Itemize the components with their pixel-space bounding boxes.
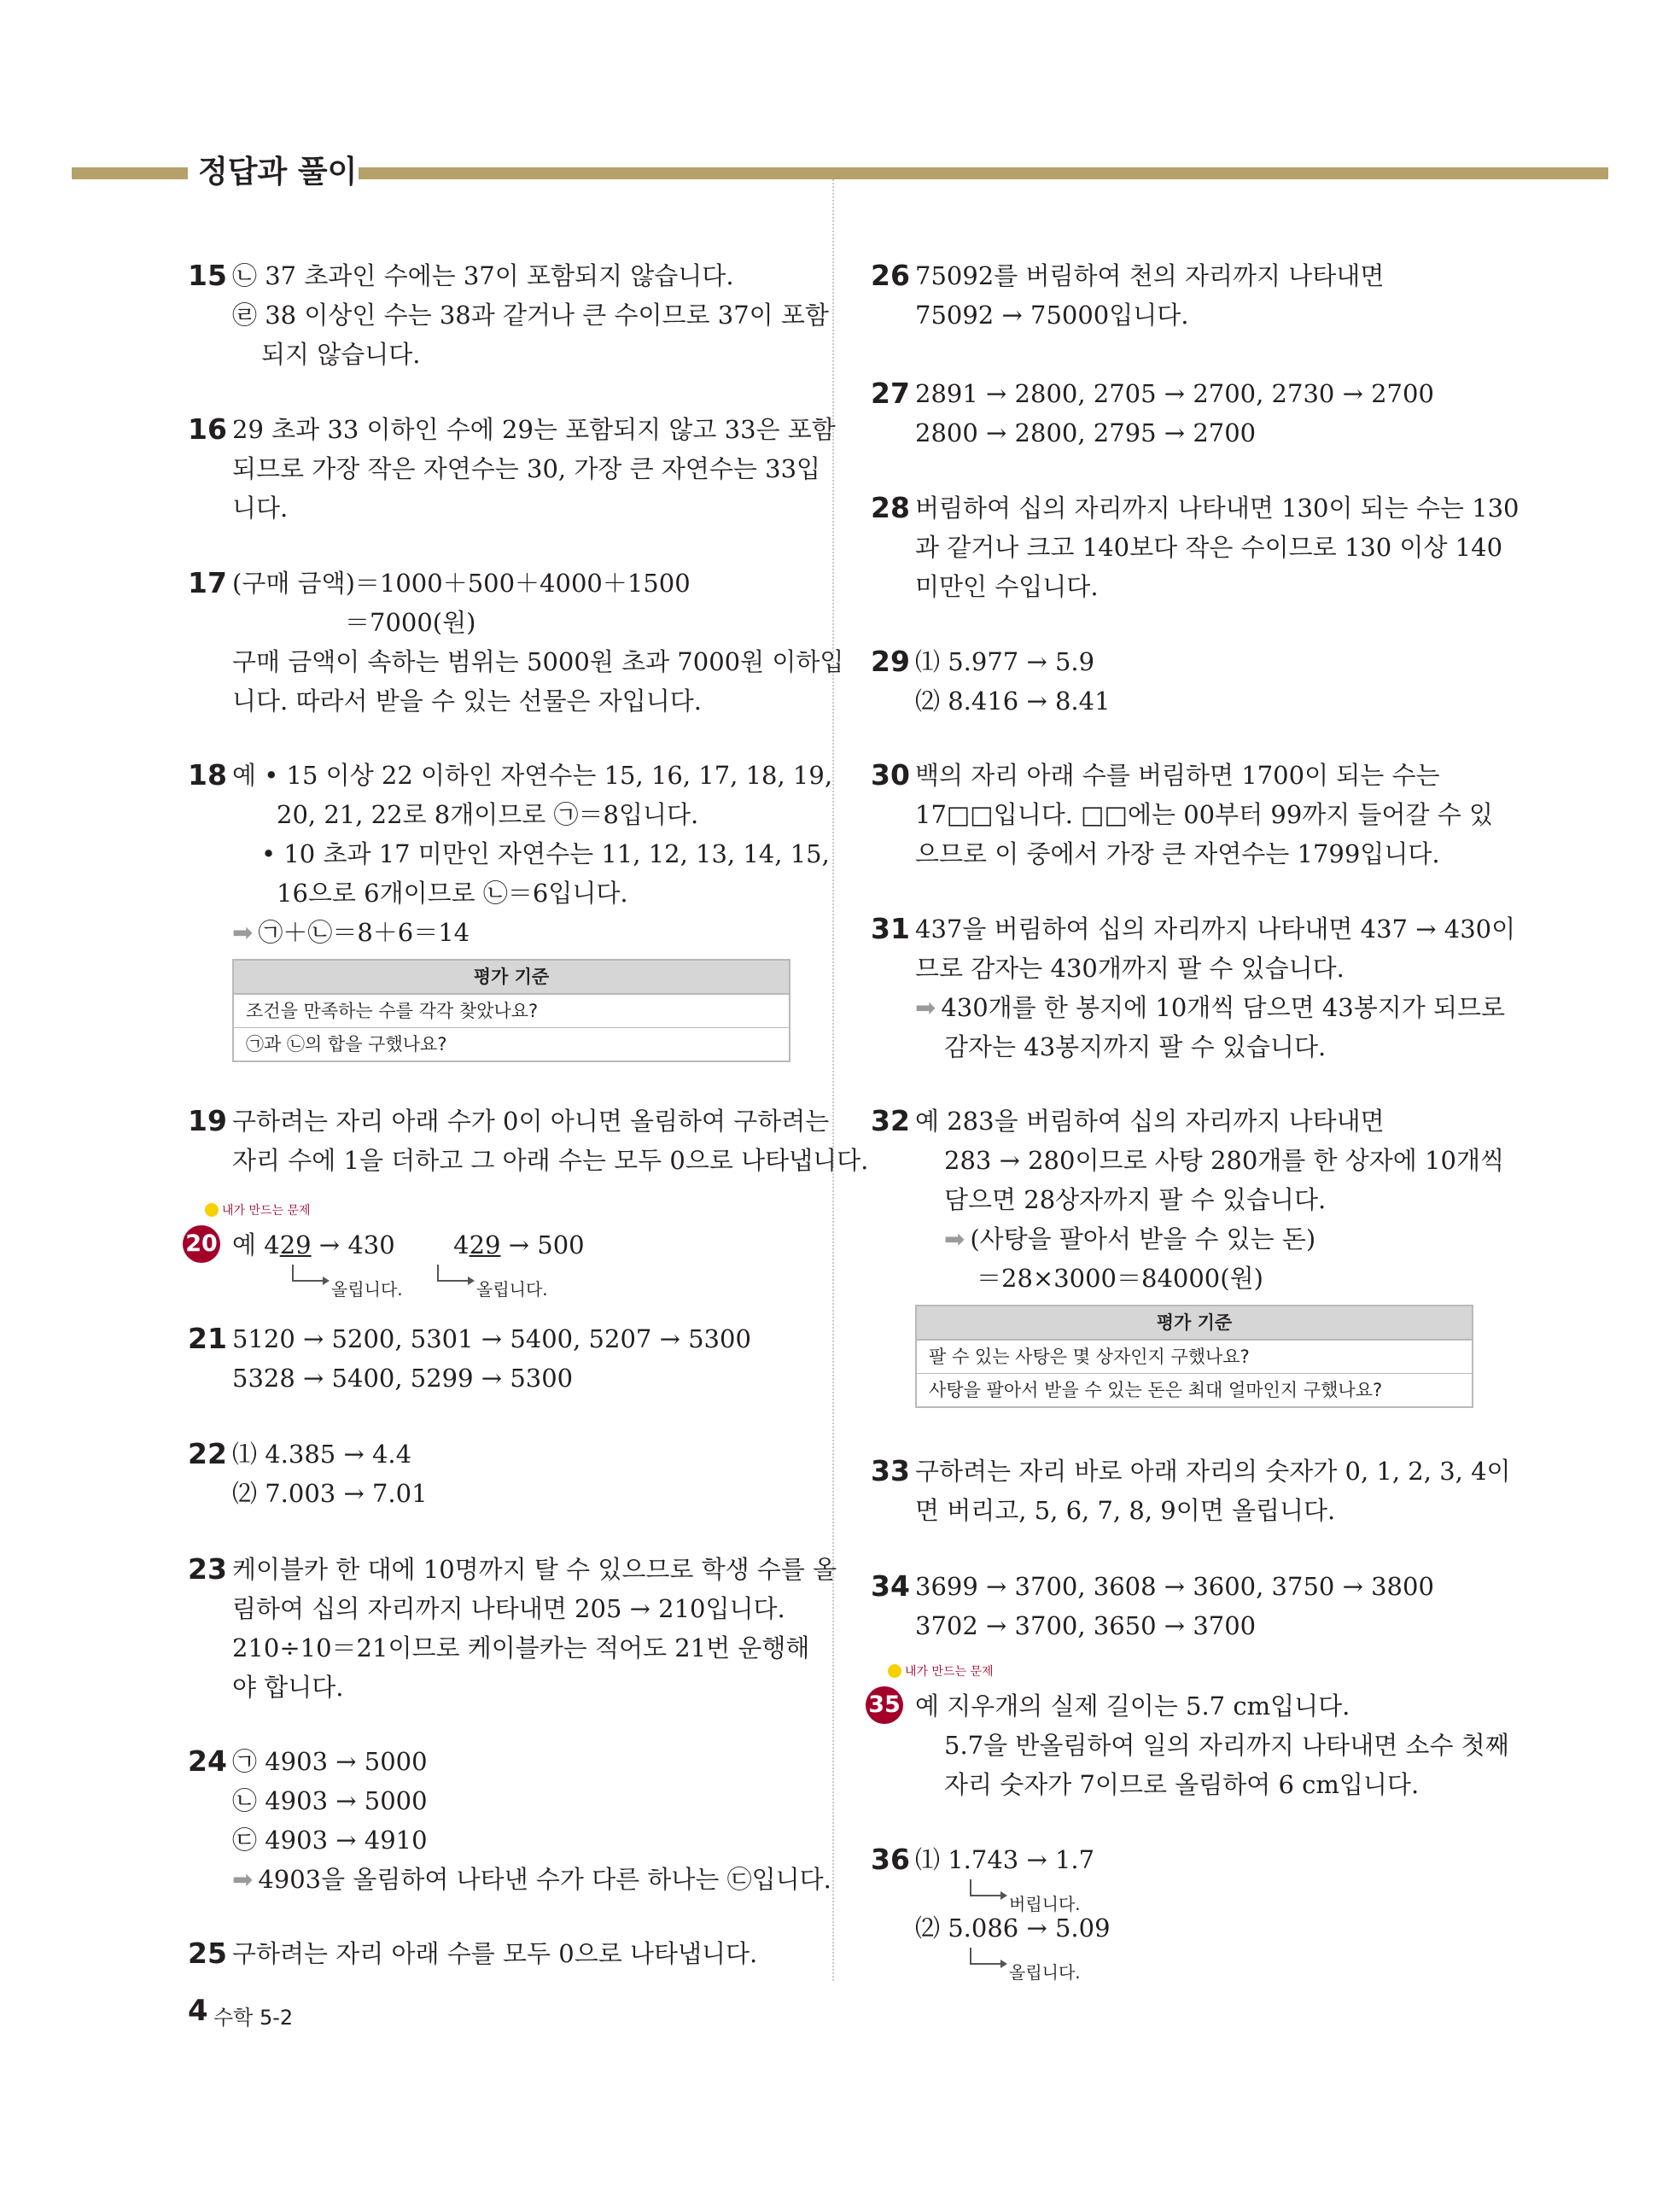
problem-number: 26	[871, 259, 910, 292]
problem-number: 22	[188, 1437, 227, 1470]
answer-line: 20, 21, 22로 8개이므로 ㉠＝8입니다.	[277, 800, 699, 829]
problem-20: 내가 만드는 문제 20 예 429 → 430 429 → 500 올립니다. 올립니다.	[188, 1225, 802, 1294]
answer-line: 2800 → 2800, 2795 → 2700	[915, 418, 1257, 447]
answer-line: 과 같거나 크고 140보다 작은 수이므로 130 이상 140	[915, 533, 1503, 562]
rubric-row: 조건을 만족하는 수를 각각 찾았나요?	[234, 995, 789, 1028]
problem-number: 18	[188, 758, 227, 792]
problem-number: 31	[871, 912, 910, 945]
problem-18	[188, 756, 833, 1062]
rounding-note: 버립니다.	[915, 1879, 1494, 1908]
problem-26	[871, 256, 1494, 335]
problem-36	[871, 1840, 1494, 1983]
answer-line: 210÷10＝21이므로 케이블카는 적어도 21번 운행해	[232, 1633, 810, 1662]
arrow-icon: ➡	[915, 993, 936, 1022]
answer-line: ⑴ 5.977 → 5.9	[915, 647, 1095, 676]
problem-32	[871, 1101, 1504, 1408]
answer-line: 5.7을 반올림하여 일의 자리까지 나타내면 소수 첫째	[944, 1731, 1509, 1760]
answer-line: 구매 금액이 속하는 범위는 5000원 초과 7000원 이하입	[232, 647, 844, 676]
answer-line: ⑴ 4.385 → 4.4	[232, 1440, 412, 1469]
answer-line: 케이블카 한 대에 10명까지 탈 수 있으므로 학생 수를 올	[232, 1555, 837, 1584]
answer-line: 3699 → 3700, 3608 → 3600, 3750 → 3800	[915, 1572, 1434, 1601]
problem-34	[871, 1567, 1494, 1645]
rubric-table	[232, 959, 790, 1062]
problem-31	[871, 909, 1516, 1066]
problem-number: 17	[188, 566, 227, 599]
header-bar-right	[359, 167, 1608, 179]
answer-line: ㉠ 4903 → 5000	[232, 1747, 428, 1776]
rounding-note: 올립니다. 올립니다.	[232, 1265, 802, 1294]
rubric-header: 평가 기준	[234, 961, 789, 995]
answer-line: ㉣ 38 이상인 수는 38과 같거나 큰 수이므로 37이 포함	[232, 301, 829, 330]
column-divider	[832, 179, 834, 1981]
answer-line: ㉠＋㉡＝8＋6＝14	[258, 918, 470, 947]
problem-number: 23	[188, 1552, 227, 1586]
answer-line: 버림하여 십의 자리까지 나타내면 130이 되는 수는 130	[915, 494, 1520, 523]
answer-line: 29 초과 33 이하인 수에 29는 포함되지 않고 33은 포함	[232, 415, 836, 444]
page-title: 정답과 풀이	[198, 155, 358, 190]
problem-number: 30	[871, 758, 910, 792]
example-mark: 예	[232, 1230, 257, 1259]
rubric-row: ㉠과 ㉡의 합을 구했나요?	[246, 1034, 447, 1055]
problem-30	[871, 756, 1494, 873]
answer-line: 담으면 28상자까지 팔 수 있습니다.	[944, 1185, 1327, 1214]
answer-line: 구하려는 자리 바로 아래 자리의 숫자가 0, 1, 2, 3, 4이	[915, 1457, 1511, 1486]
arrow-icon: ➡	[232, 918, 254, 947]
answer-line: 구하려는 자리 아래 수가 0이 아니면 올림하여 구하려는	[232, 1107, 830, 1136]
my-problem-label: 내가 만드는 문제	[888, 1662, 994, 1680]
problem-24	[188, 1742, 831, 1899]
smiley-icon	[205, 1203, 219, 1217]
problem-number-badge: 20	[183, 1225, 220, 1263]
answer-line: 17□□입니다. □□에는 00부터 99까지 들어갈 수 있	[915, 800, 1494, 829]
answer-line: (사탕을 팔아서 받을 수 있는 돈)	[970, 1224, 1316, 1253]
answer-line: 미만인 수입니다.	[915, 572, 1099, 601]
answer-line: 니다. 따라서 받을 수 있는 선물은 자입니다.	[232, 687, 702, 716]
answer-line: 예 283을 버림하여 십의 자리까지 나타내면	[915, 1107, 1385, 1136]
problem-16	[188, 410, 836, 528]
answer-line: ㉡ 4903 → 5000	[232, 1786, 428, 1815]
problem-22	[188, 1434, 802, 1513]
answer-line: 75092를 버림하여 천의 자리까지 나타내면	[915, 261, 1385, 290]
problem-number: 36	[871, 1843, 910, 1876]
answer-line: 야 합니다.	[232, 1673, 344, 1702]
problem-23	[188, 1550, 837, 1707]
rubric-row: 사탕을 팔아서 받을 수 있는 돈은 최대 얼마인지 구했나요?	[929, 1380, 1383, 1400]
answer-line: 감자는 43봉지까지 팔 수 있습니다.	[944, 1032, 1327, 1061]
answer-line: 림하여 십의 자리까지 나타내면 205 → 210입니다.	[232, 1594, 785, 1623]
rubric-row: 팔 수 있는 사탕은 몇 상자인지 구했나요?	[917, 1341, 1472, 1374]
answer-line: 면 버리고, 5, 6, 7, 8, 9이면 올립니다.	[915, 1496, 1336, 1525]
answer-line: ㉡ 37 초과인 수에는 37이 포함되지 않습니다.	[232, 261, 734, 290]
answer-line: 5120 → 5200, 5301 → 5400, 5207 → 5300	[232, 1324, 751, 1353]
problem-21	[188, 1319, 802, 1398]
answer-line: 4903을 올림하여 나타낸 수가 다른 하나는 ㉢입니다.	[258, 1865, 831, 1894]
problem-number: 27	[871, 377, 910, 410]
problem-number: 21	[188, 1322, 227, 1355]
answer-line: (구매 금액)＝1000＋500＋4000＋1500	[232, 569, 691, 598]
problem-number: 32	[871, 1104, 910, 1137]
rounding-note: 올립니다.	[915, 1948, 1494, 1977]
answer-line: 구하려는 자리 아래 수를 모두 0으로 나타냅니다.	[232, 1939, 758, 1968]
answer-line: 자리 수에 1을 더하고 그 아래 수는 모두 0으로 나타냅니다.	[232, 1146, 869, 1175]
rubric-header: 평가 기준	[917, 1306, 1472, 1341]
problem-number-badge: 35	[866, 1686, 903, 1724]
answer-line: 430개를 한 봉지에 10개씩 담으면 43봉지가 되므로	[941, 993, 1506, 1022]
answer-line: ⑵ 8.416 → 8.41	[915, 687, 1111, 716]
header-bar-left	[72, 167, 188, 179]
problem-number: 34	[871, 1569, 910, 1603]
answer-line: 예 지우개의 실제 길이는 5.7 cm입니다.	[915, 1691, 1350, 1721]
rubric-table	[915, 1305, 1473, 1408]
answer-line: ⑵ 7.003 → 7.01	[232, 1479, 428, 1508]
answer-line: 되므로 가장 작은 자연수는 30, 가장 큰 자연수는 33입	[232, 454, 821, 483]
answer-line: ＝7000(원)	[345, 608, 476, 637]
answer-line: 283 → 280이므로 사탕 280개를 한 상자에 10개씩	[944, 1146, 1504, 1175]
answer-line: 므로 감자는 430개까지 팔 수 있습니다.	[915, 954, 1345, 983]
answer-line: 예 • 15 이상 22 이하인 자연수는 15, 16, 17, 18, 19,	[232, 761, 833, 790]
arrow-icon: ➡	[232, 1865, 254, 1894]
problem-27	[871, 374, 1494, 453]
answer-line: 니다.	[232, 494, 289, 523]
problem-19	[188, 1101, 869, 1180]
answer-line: 백의 자리 아래 수를 버림하면 1700이 되는 수는	[915, 761, 1440, 790]
my-problem-label: 내가 만드는 문제	[205, 1201, 311, 1218]
answer-line: 437을 버림하여 십의 자리까지 나타내면 437 → 430이	[915, 914, 1516, 944]
book-title: 수학 5-2	[213, 2006, 294, 2030]
arrow-icon: ➡	[944, 1224, 965, 1253]
answer-line: ⑵ 5.086 → 5.09	[915, 1913, 1111, 1943]
page-number: 4	[188, 1994, 208, 2028]
problem-number: 19	[188, 1104, 227, 1137]
problem-28	[871, 488, 1520, 606]
answer-line: ⑴ 1.743 → 1.7	[915, 1845, 1095, 1874]
answer-line: 자리 숫자가 7이므로 올림하여 6 cm입니다.	[944, 1770, 1420, 1799]
problem-number: 33	[871, 1454, 910, 1487]
answer-line: 16으로 6개이므로 ㉡＝6입니다.	[277, 879, 628, 908]
problem-number: 15	[188, 259, 227, 292]
problem-number: 16	[188, 412, 227, 446]
answer-line: 되지 않습니다.	[261, 340, 421, 369]
problem-33	[871, 1452, 1511, 1530]
answer-line: • 10 초과 17 미만인 자연수는 11, 12, 13, 14, 15,	[261, 839, 830, 868]
problem-17	[188, 564, 844, 721]
answer-line: ㉢ 4903 → 4910	[232, 1826, 428, 1855]
problem-number: 25	[188, 1937, 227, 1970]
answer-line: 75092 → 75000입니다.	[915, 301, 1189, 330]
problem-35	[868, 1665, 1509, 1804]
answer-line: ＝28×3000＝84000(원)	[977, 1264, 1263, 1293]
problem-29	[871, 642, 1494, 721]
answer-line: 으므로 이 중에서 가장 큰 자연수는 1799입니다.	[915, 839, 1440, 868]
problem-number: 24	[188, 1744, 227, 1778]
smiley-icon	[888, 1664, 901, 1678]
answer-line: 2891 → 2800, 2705 → 2700, 2730 → 2700	[915, 379, 1434, 408]
problem-number: 29	[871, 645, 910, 678]
problem-25	[188, 1934, 802, 1973]
problem-number: 28	[871, 491, 910, 524]
answer-line: 5328 → 5400, 5299 → 5300	[232, 1364, 574, 1393]
problem-15	[188, 256, 829, 374]
answer-line: 3702 → 3700, 3650 → 3700	[915, 1611, 1257, 1640]
